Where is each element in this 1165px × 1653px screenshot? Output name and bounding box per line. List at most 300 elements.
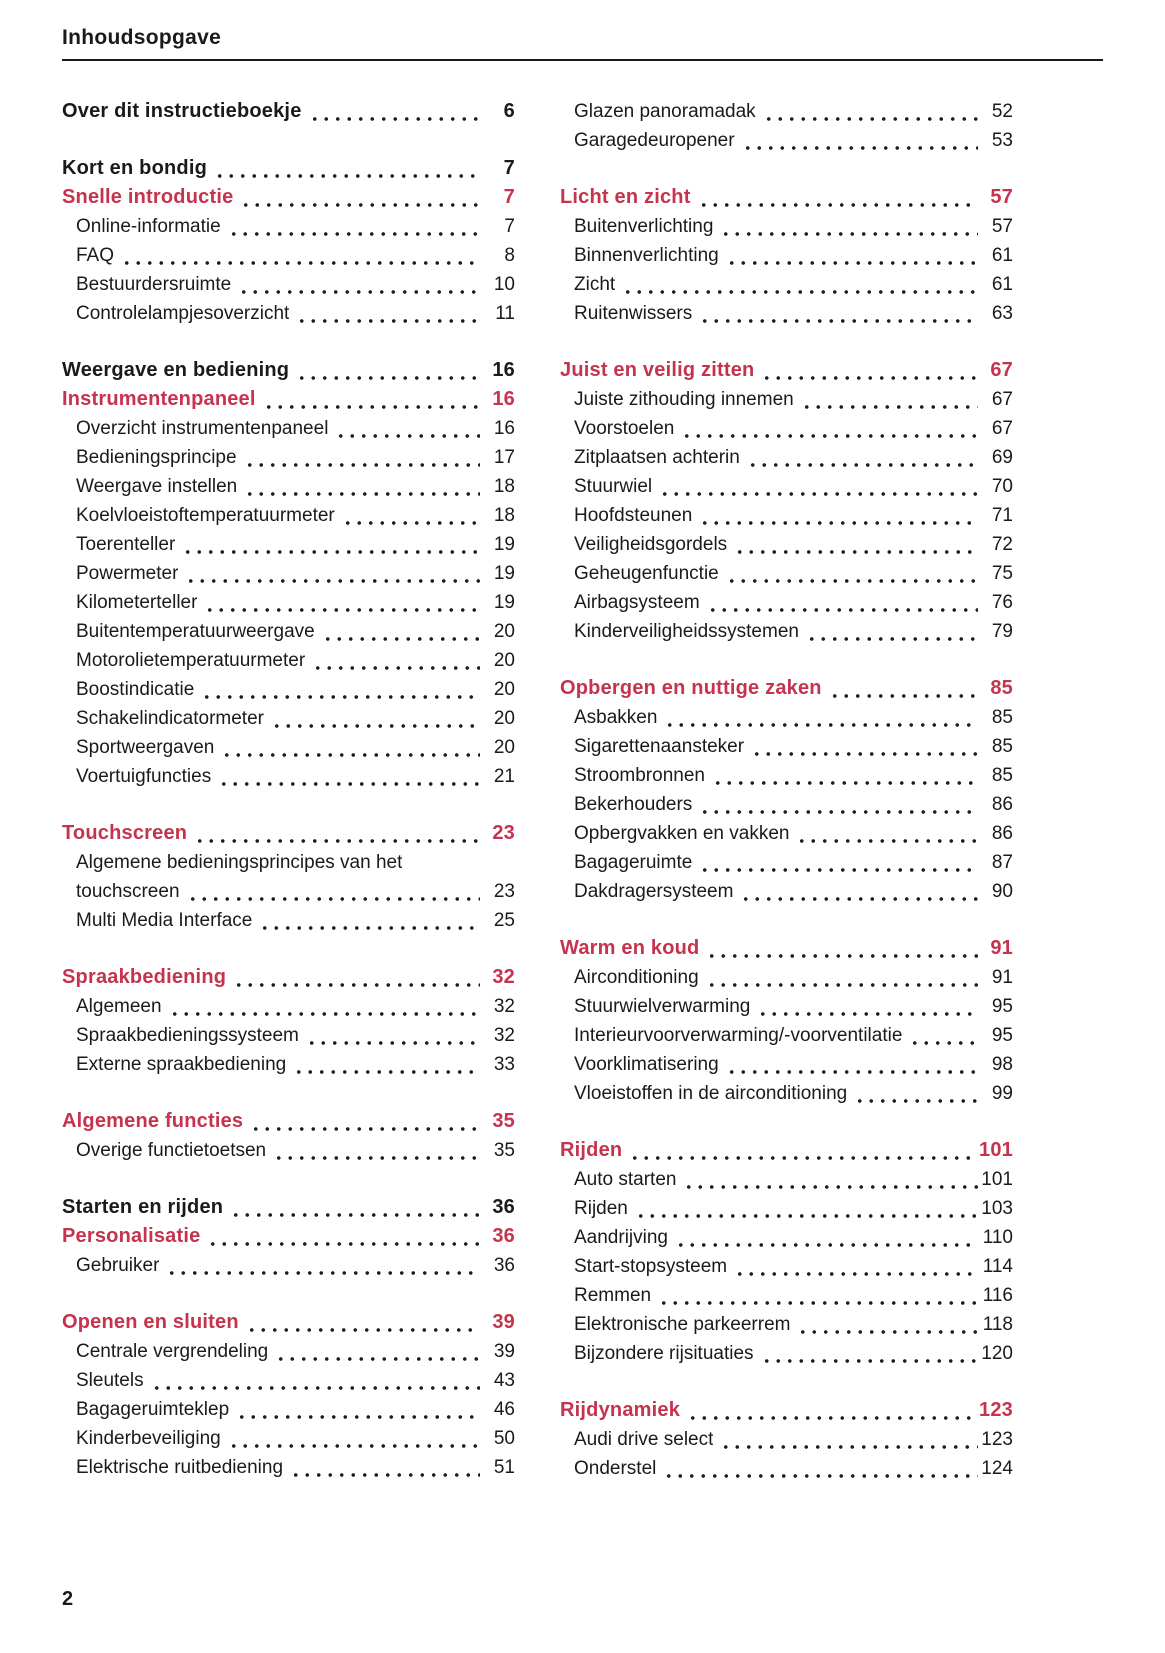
toc-entry-label: Opbergvakken en vakken (574, 823, 790, 844)
toc-entry-page: 39 (493, 1341, 515, 1362)
toc-item-row (62, 472, 515, 501)
dot-leader (681, 434, 978, 438)
toc-entry-page: 69 (991, 447, 1013, 468)
toc-entry-label: Interieurvoorverwarming/-voorventilatie (574, 1025, 903, 1046)
dot-leader (712, 781, 978, 785)
toc-entry-label: Rijdynamiek (560, 1399, 681, 1421)
toc-item-row (62, 704, 515, 733)
toc-entry-label: Buitenverlichting (574, 216, 714, 237)
page-footer (62, 1588, 1103, 1611)
dot-leader (622, 290, 978, 294)
toc-entry-page: 67 (990, 359, 1013, 381)
toc-column-left (62, 97, 515, 1483)
toc-section-row (62, 819, 515, 848)
toc-entry-label: Dakdragersysteem (574, 881, 734, 902)
dot-leader (230, 1213, 480, 1217)
toc-item-row (62, 443, 515, 472)
toc-item-row (560, 790, 1013, 819)
toc-entry-label: Bestuurdersruimte (76, 274, 232, 295)
toc-entry-label: Kilometerteller (76, 592, 198, 613)
toc-item-row (62, 1366, 515, 1395)
toc-section-row (62, 154, 515, 183)
toc-entry-page: 21 (493, 766, 515, 787)
toc-item-row (560, 617, 1013, 646)
toc-entry-label: Glazen panoramadak (574, 101, 756, 122)
toc-item-row (560, 1252, 1013, 1281)
toc-entry-label: Remmen (574, 1285, 652, 1306)
dot-leader (244, 463, 480, 467)
toc-entry-label: Zicht (574, 274, 616, 295)
toc-item-row (560, 472, 1013, 501)
toc-entry-label: Spraakbediening (62, 966, 227, 988)
toc-item-row (560, 1079, 1013, 1108)
toc-entry-page: 20 (493, 737, 515, 758)
toc-entry-page: 16 (492, 359, 515, 381)
toc-entry-page: 76 (991, 592, 1013, 613)
toc-item-row (62, 212, 515, 241)
toc-item-row (62, 241, 515, 270)
toc-entry-page: 98 (991, 1054, 1013, 1075)
toc-entry-page: 67 (991, 389, 1013, 410)
dot-leader (322, 637, 480, 641)
toc-item-row (62, 1021, 515, 1050)
toc-entry-label: Airbagsysteem (574, 592, 700, 613)
toc-entry-page: 51 (493, 1457, 515, 1478)
toc-section-row (62, 97, 515, 126)
toc-entry-page: 52 (991, 101, 1013, 122)
toc-entry-page: 85 (990, 677, 1013, 699)
dot-leader (742, 146, 978, 150)
dot-leader (228, 232, 480, 236)
dot-leader (801, 405, 978, 409)
toc-entry-page: 85 (991, 736, 1013, 757)
dot-leader (169, 1012, 480, 1016)
toc-item-row (560, 761, 1013, 790)
toc-entry-page: 7 (503, 186, 515, 208)
toc-entry-page: 36 (492, 1196, 515, 1218)
dot-leader (706, 983, 978, 987)
toc-section-row (62, 1193, 515, 1222)
dot-leader (244, 492, 480, 496)
dot-leader (699, 521, 978, 525)
toc-entry-page: 85 (991, 707, 1013, 728)
toc-entry-label: Overige functietoetsen (76, 1140, 267, 1161)
toc-item-row (62, 848, 515, 877)
dot-leader (271, 724, 480, 728)
toc-entry-page: 57 (990, 186, 1013, 208)
toc-entry-page: 16 (493, 418, 515, 439)
toc-entry-page: 33 (493, 1054, 515, 1075)
toc-entry-label: Bedieningsprincipe (76, 447, 237, 468)
toc-entry-page: 19 (493, 534, 515, 555)
toc-entry-label: Asbakken (574, 707, 658, 728)
toc-entry-page: 103 (981, 1198, 1013, 1219)
toc-item-row (62, 501, 515, 530)
toc-entry-page: 86 (991, 794, 1013, 815)
toc-entry-page: 46 (493, 1399, 515, 1420)
dot-leader (635, 1214, 978, 1218)
dot-leader (699, 319, 978, 323)
toc-item-row (560, 241, 1013, 270)
toc-entry-label: FAQ (76, 245, 115, 266)
toc-entry-page: 86 (991, 823, 1013, 844)
toc-entry-label: Sigarettenaansteker (574, 736, 745, 757)
toc-entry-page: 32 (493, 996, 515, 1017)
dot-leader (296, 376, 480, 380)
toc-item-row (62, 530, 515, 559)
dot-leader (240, 203, 480, 207)
toc-item-row (62, 1453, 515, 1482)
toc-entry-label: Weergave en bediening (62, 359, 290, 381)
dot-leader (734, 1272, 978, 1276)
toc-entry-label: Centrale vergrendeling (76, 1341, 269, 1362)
toc-entry-page: 7 (504, 216, 515, 237)
toc-entry-label: Algemeen (76, 996, 162, 1017)
dot-leader (306, 1041, 480, 1045)
toc-entry-label: Spraakbedieningssysteem (76, 1025, 299, 1046)
toc-entry-page: 57 (991, 216, 1013, 237)
toc-item-row (560, 992, 1013, 1021)
dot-leader (263, 405, 480, 409)
toc-item-row (560, 588, 1013, 617)
dot-leader (675, 1243, 978, 1247)
toc-item-row (62, 675, 515, 704)
toc-entry-label: Juiste zithouding innemen (574, 389, 794, 410)
toc-entry-label: Instrumentenpaneel (62, 388, 256, 410)
dot-leader (751, 752, 978, 756)
toc-entry-page: 20 (493, 650, 515, 671)
page-number: 2 (62, 1588, 74, 1610)
toc-item-row (62, 1136, 515, 1165)
toc-item-row (62, 414, 515, 443)
toc-entry-page: 85 (991, 765, 1013, 786)
toc-item-row (560, 97, 1013, 126)
toc-entry-label: Licht en zicht (560, 186, 691, 208)
toc-entry-label: Kort en bondig (62, 157, 207, 179)
dot-leader (909, 1041, 978, 1045)
toc-entry-page: 71 (991, 505, 1013, 526)
toc-item-row (560, 1454, 1013, 1483)
toc-entry-label: Toerenteller (76, 534, 176, 555)
dot-leader (246, 1328, 480, 1332)
toc-entry-page: 20 (493, 708, 515, 729)
page-header (62, 26, 1103, 61)
toc-entry-label: Airconditioning (574, 967, 699, 988)
dot-leader (726, 579, 978, 583)
toc-item-row (560, 530, 1013, 559)
toc-entry-page: 120 (981, 1343, 1013, 1364)
toc-entry-page: 123 (981, 1429, 1013, 1450)
toc-item-row (560, 299, 1013, 328)
toc-item-row (560, 414, 1013, 443)
toc-entry-page: 70 (991, 476, 1013, 497)
toc-entry-label: Opbergen en nuttige zaken (560, 677, 822, 699)
toc-entry-label: Juist en veilig zitten (560, 359, 755, 381)
toc-entry-page: 39 (492, 1311, 515, 1333)
toc-entry-label: Koelvloeistoftemperatuurmeter (76, 505, 335, 526)
toc-entry-label: Touchscreen (62, 822, 188, 844)
toc-entry-label: Garagedeuropener (574, 130, 735, 151)
toc-item-row (560, 963, 1013, 992)
dot-leader (806, 637, 978, 641)
dot-leader (182, 550, 480, 554)
toc-item-row (560, 270, 1013, 299)
toc-entry-page: 35 (493, 1140, 515, 1161)
toc-entry-label: Snelle introductie (62, 186, 234, 208)
dot-leader (699, 868, 978, 872)
dot-leader (121, 261, 480, 265)
dot-leader (629, 1156, 976, 1160)
toc-entry-page: 116 (982, 1285, 1013, 1306)
toc-entry-label: Sportweergaven (76, 737, 215, 758)
toc-entry-page: 90 (991, 881, 1013, 902)
toc-item-row (62, 299, 515, 328)
toc-entry-label: Overzicht instrumentenpaneel (76, 418, 329, 439)
dot-leader (166, 1271, 480, 1275)
toc-section-row (560, 183, 1013, 212)
toc-item-row (560, 212, 1013, 241)
toc-entry-page: 32 (492, 966, 515, 988)
toc-entry-page: 7 (503, 157, 515, 179)
dot-leader (740, 897, 978, 901)
toc-entry-label: Warm en koud (560, 937, 700, 959)
toc-item-row (560, 126, 1013, 155)
toc-entry-label: Elektronische parkeerrem (574, 1314, 791, 1335)
dot-leader (658, 1301, 978, 1305)
dot-leader (221, 753, 480, 757)
toc-entry-page: 19 (493, 563, 515, 584)
toc-entry-label: Ruitenwissers (574, 303, 693, 324)
toc-entry-page: 101 (981, 1169, 1013, 1190)
toc-entry-label: Weergave instellen (76, 476, 238, 497)
dot-leader (726, 261, 978, 265)
toc-entry-label: Stroombronnen (574, 765, 705, 786)
toc-item-row (62, 906, 515, 935)
toc-entry-label: Auto starten (574, 1169, 677, 1190)
toc-entry-label: Buitentemperatuurweergave (76, 621, 315, 642)
toc-entry-page: 118 (982, 1314, 1013, 1335)
toc-entry-page: 11 (495, 303, 515, 324)
toc-entry-label: Binnenverlichting (574, 245, 719, 266)
toc-entry-page: 36 (492, 1225, 515, 1247)
toc-item-row (560, 819, 1013, 848)
dot-leader (238, 290, 480, 294)
dot-leader (747, 463, 978, 467)
dot-leader (763, 117, 978, 121)
toc-entry-page: 50 (493, 1428, 515, 1449)
dot-leader (734, 550, 978, 554)
toc-entry-page: 23 (493, 881, 515, 902)
dot-leader (726, 1070, 978, 1074)
toc-entry-page: 17 (493, 447, 515, 468)
dot-leader (663, 1474, 978, 1478)
toc-entry-label: Online-informatie (76, 216, 221, 237)
toc-entry-page: 91 (990, 937, 1013, 959)
toc-entry-label: Algemene functies (62, 1110, 244, 1132)
toc-item-row (560, 1165, 1013, 1194)
toc-column-right (560, 97, 1013, 1483)
toc-entry-label: Boostindicatie (76, 679, 195, 700)
dot-leader (151, 1386, 480, 1390)
toc-item-row (560, 385, 1013, 414)
toc-entry-label: Multi Media Interface (76, 910, 253, 931)
toc-section-row (560, 934, 1013, 963)
toc-entry-label: Kinderveiligheidssystemen (574, 621, 799, 642)
dot-leader (275, 1357, 480, 1361)
dot-leader (218, 782, 480, 786)
toc-section-row (62, 183, 515, 212)
dot-leader (699, 810, 978, 814)
toc-item-row (560, 1425, 1013, 1454)
toc-entry-label: Audi drive select (574, 1429, 714, 1450)
toc-item-row (560, 501, 1013, 530)
toc-section-row (62, 385, 515, 414)
header-rule (62, 59, 1103, 61)
toc-item-row (62, 588, 515, 617)
toc-entry-page: 99 (991, 1083, 1013, 1104)
dot-leader (698, 203, 978, 207)
toc-item-row (62, 1395, 515, 1424)
toc-entry-label: touchscreen (76, 881, 180, 902)
dot-leader (757, 1012, 978, 1016)
dot-leader (185, 579, 480, 583)
dot-leader (683, 1185, 978, 1189)
toc-item-row (62, 559, 515, 588)
toc-entry-page: 10 (493, 274, 515, 295)
toc-entry-page: 6 (503, 100, 515, 122)
toc-entry-page: 95 (991, 1025, 1013, 1046)
toc-entry-page: 20 (493, 679, 515, 700)
toc-entry-page: 61 (991, 245, 1013, 266)
toc-entry-page: 75 (991, 563, 1013, 584)
dot-leader (707, 608, 978, 612)
toc-entry-label: Algemene bedieningsprincipes van het (76, 852, 403, 873)
toc-entry-page: 8 (504, 245, 515, 266)
toc-entry-page: 20 (493, 621, 515, 642)
toc-entry-label: Geheugenfunctie (574, 563, 719, 584)
toc-entry-label: Hoofdsteunen (574, 505, 693, 526)
toc-item-row (560, 848, 1013, 877)
toc-entry-page: 61 (991, 274, 1013, 295)
toc-section-row (560, 356, 1013, 385)
toc-item-row (62, 1251, 515, 1280)
dot-leader (687, 1416, 976, 1420)
dot-leader (293, 1070, 480, 1074)
toc-item-row (62, 992, 515, 1021)
toc-item-row (560, 1194, 1013, 1223)
toc-entry-label: Veiligheidsgordels (574, 534, 728, 555)
toc-entry-page: 87 (991, 852, 1013, 873)
toc-entry-label: Bekerhouders (574, 794, 693, 815)
toc-entry-label: Rijden (574, 1198, 628, 1219)
toc-item-row (62, 762, 515, 791)
dot-leader (309, 117, 480, 121)
dot-leader (201, 695, 480, 699)
dot-leader (273, 1156, 480, 1160)
toc-entry-page: 23 (492, 822, 515, 844)
toc-entry-page: 36 (493, 1255, 515, 1276)
toc-entry-page: 67 (991, 418, 1013, 439)
dot-leader (706, 954, 978, 958)
dot-leader (761, 1359, 978, 1363)
dot-leader (797, 1330, 978, 1334)
dot-leader (236, 1415, 480, 1419)
page-title: Inhoudsopgave (62, 26, 222, 49)
toc-item-row (62, 877, 515, 906)
toc-item-row (62, 617, 515, 646)
dot-leader (720, 1445, 978, 1449)
dot-leader (854, 1099, 978, 1103)
dot-leader (829, 694, 978, 698)
toc-entry-label: Gebruiker (76, 1255, 160, 1276)
dot-leader (659, 492, 978, 496)
toc-item-row (62, 1424, 515, 1453)
toc-entry-label: Onderstel (574, 1458, 657, 1479)
toc-entry-page: 79 (991, 621, 1013, 642)
toc-entry-page: 124 (981, 1458, 1013, 1479)
toc-entry-label: Controlelampjesoverzicht (76, 303, 290, 324)
toc-entry-page: 43 (493, 1370, 515, 1391)
dot-leader (214, 174, 480, 178)
toc-item-row (560, 1339, 1013, 1368)
toc-item-row (62, 733, 515, 762)
toc-item-row (560, 559, 1013, 588)
toc-entry-label: Kinderbeveiliging (76, 1428, 221, 1449)
toc-entry-page: 114 (982, 1256, 1013, 1277)
toc-item-row (560, 1021, 1013, 1050)
toc-entry-label: Stuurwielverwarming (574, 996, 751, 1017)
toc-item-row (560, 1281, 1013, 1310)
toc-item-row (62, 646, 515, 675)
toc-entry-page: 25 (493, 910, 515, 931)
toc-item-row (560, 1223, 1013, 1252)
toc-entry-label: Openen en sluiten (62, 1311, 239, 1333)
toc-entry-label: Stuurwiel (574, 476, 653, 497)
toc-item-row (560, 443, 1013, 472)
toc-entry-label: Vloeistoffen in de airconditioning (574, 1083, 848, 1104)
toc-entry-label: Voorklimatisering (574, 1054, 719, 1075)
dot-leader (342, 521, 480, 525)
toc-entry-label: Personalisatie (62, 1225, 201, 1247)
dot-leader (204, 608, 480, 612)
toc-entry-label: Voertuigfuncties (76, 766, 212, 787)
toc-entry-label: Bagageruimte (574, 852, 693, 873)
dot-leader (296, 319, 480, 323)
toc-entry-label: Zitplaatsen achterin (574, 447, 740, 468)
dot-leader (228, 1444, 480, 1448)
toc-entry-page: 35 (492, 1110, 515, 1132)
toc-entry-page: 18 (493, 476, 515, 497)
toc-entry-page: 101 (979, 1139, 1013, 1161)
toc-item-row (560, 1050, 1013, 1079)
toc-item-row (62, 1050, 515, 1079)
toc-section-row (62, 1308, 515, 1337)
toc-entry-label: Sleutels (76, 1370, 144, 1391)
toc-columns (62, 97, 1103, 1483)
toc-entry-label: Rijden (560, 1139, 623, 1161)
toc-entry-label: Starten en rijden (62, 1196, 224, 1218)
toc-item-row (560, 1310, 1013, 1339)
toc-entry-label: Elektrische ruitbediening (76, 1457, 284, 1478)
toc-item-row (560, 877, 1013, 906)
dot-leader (664, 723, 978, 727)
toc-section-row (62, 1107, 515, 1136)
toc-entry-label: Bagageruimteklep (76, 1399, 230, 1420)
dot-leader (290, 1473, 480, 1477)
toc-entry-label: Start-stopsysteem (574, 1256, 728, 1277)
dot-leader (796, 839, 978, 843)
toc-entry-page: 32 (493, 1025, 515, 1046)
